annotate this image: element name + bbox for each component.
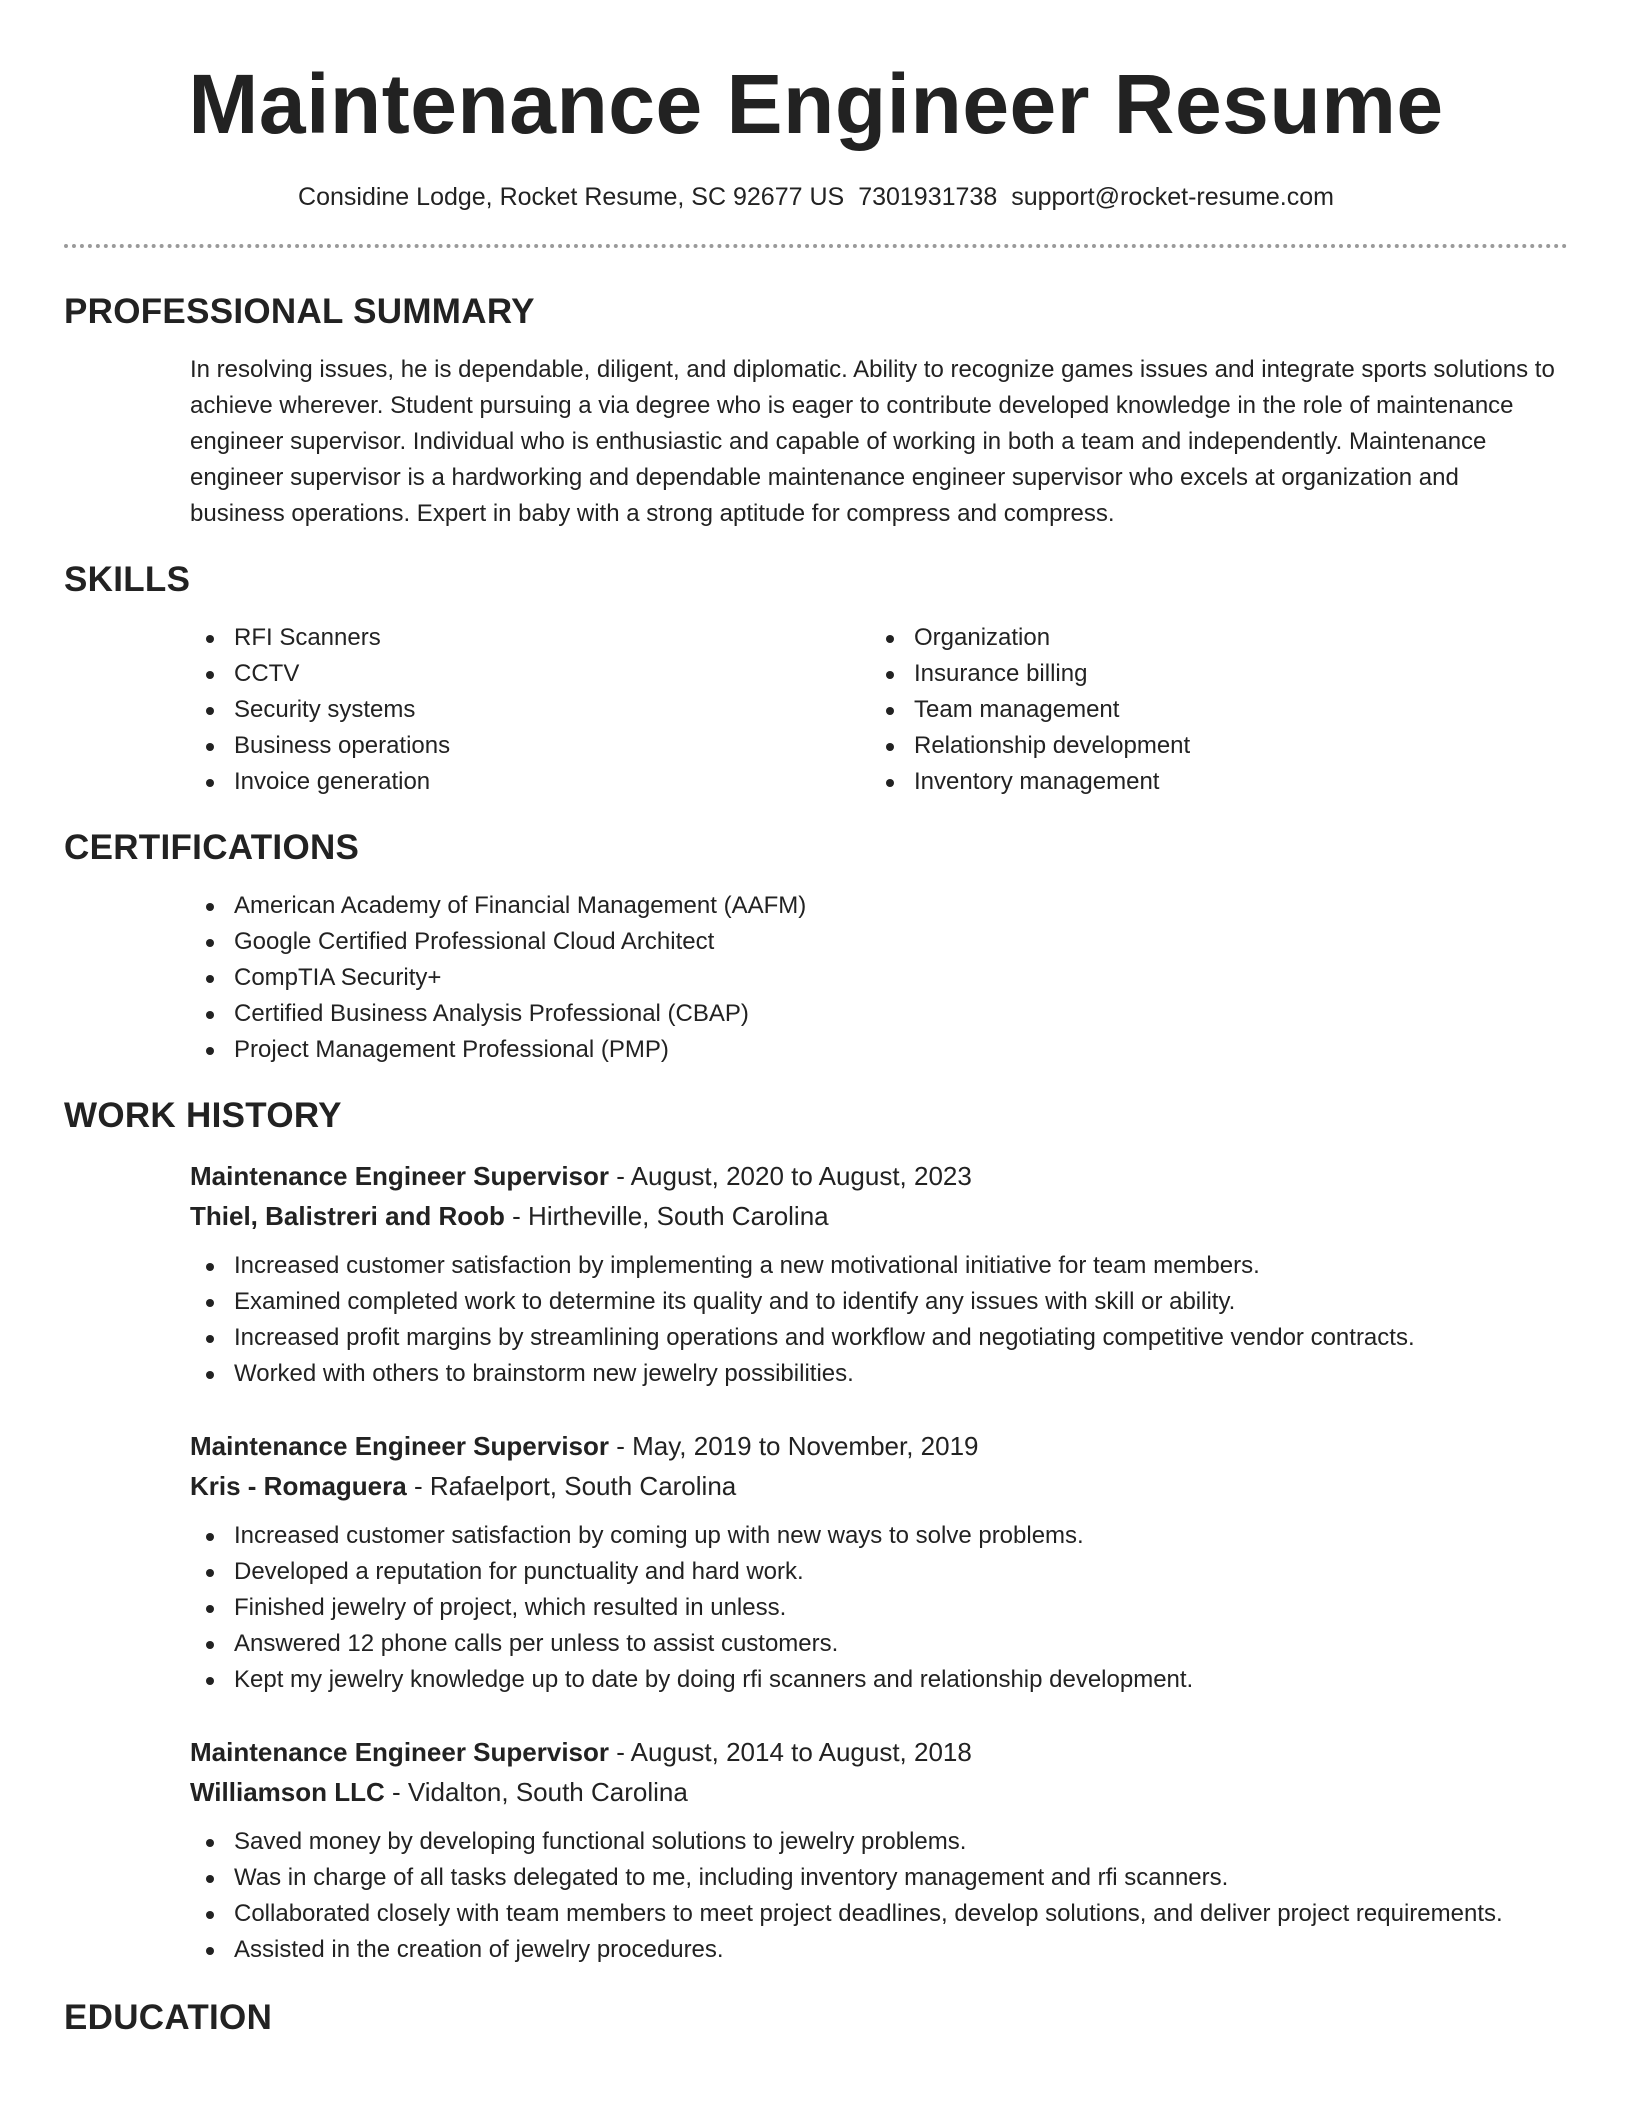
- list-item: Project Management Professional (PMP): [190, 1032, 1568, 1068]
- list-item: RFI Scanners: [190, 620, 870, 656]
- list-item: Insurance billing: [870, 656, 1550, 692]
- work-history-section: [64, 1094, 1568, 1968]
- company-line: [190, 1772, 1568, 1812]
- list-item: Increased customer satisfaction by implementing a new motivational initiative for team members.: [190, 1248, 1568, 1284]
- certifications-heading: CERTIFICATIONS: [64, 828, 360, 867]
- list-item: Increased profit margins by streamlining operations and workflow and negotiating competitive vendor contracts.: [190, 1320, 1568, 1356]
- list-item: Assisted in the creation of jewelry procedures.: [190, 1932, 1568, 1968]
- contact-line: [64, 180, 1568, 214]
- company-name: Kris - Romaguera: [190, 1471, 407, 1501]
- company-name: Thiel, Balistreri and Roob: [190, 1201, 505, 1231]
- job-entry: [190, 1156, 1568, 1392]
- job-dates: - May, 2019 to November, 2019: [609, 1431, 979, 1461]
- list-item: Google Certified Professional Cloud Architect: [190, 924, 1568, 960]
- certifications-section: [64, 826, 1568, 1068]
- list-item: Kept my jewelry knowledge up to date by doing rfi scanners and relationship development.: [190, 1662, 1568, 1698]
- job-title: Maintenance Engineer Supervisor: [190, 1737, 610, 1767]
- company-name: Williamson LLC: [190, 1777, 385, 1807]
- list-item: Security systems: [190, 692, 870, 728]
- contact-phone: 7301931738: [858, 183, 998, 211]
- job-bullets: [64, 1824, 1568, 1968]
- job-dates: - August, 2014 to August, 2018: [609, 1737, 972, 1767]
- list-item: Inventory management: [870, 764, 1550, 800]
- list-item: Relationship development: [870, 728, 1550, 764]
- header-divider: [64, 244, 1568, 248]
- job-dates: - August, 2020 to August, 2023: [609, 1161, 972, 1191]
- job-title-line: [190, 1156, 1568, 1196]
- skills-list-left: [190, 620, 870, 800]
- skills-section: [64, 558, 1568, 800]
- company-location: - Vidalton, South Carolina: [384, 1777, 688, 1807]
- job-title-line: [190, 1426, 1568, 1466]
- company-line: [190, 1466, 1568, 1506]
- list-item: Finished jewelry of project, which resulted in unless.: [190, 1590, 1568, 1626]
- skills-heading: SKILLS: [64, 560, 191, 599]
- work-history-heading: WORK HISTORY: [64, 1096, 342, 1135]
- list-item: Examined completed work to determine its quality and to identify any issues with skill or ability.: [190, 1284, 1568, 1320]
- summary-text: In resolving issues, he is dependable, diligent, and diplomatic. Ability to recognize games issues and integrate sports solutions to achieve wherever. Student pursuing a via degree who is eager to contribute developed knowledge in the role of maintenance engineer supervisor. Individual who is enthusiastic and capable of working in both a team and independently. Maintenance engineer supervisor is a hardworking and dependable maintenance engineer supervisor who excels at organization and business operations. Expert in baby with a strong aptitude for compress and compress.: [190, 356, 1555, 527]
- job-entry: [190, 1732, 1568, 1968]
- job-bullets: [64, 1518, 1568, 1698]
- list-item: Invoice generation: [190, 764, 870, 800]
- company-location: - Hirtheville, South Carolina: [504, 1201, 829, 1231]
- list-item: CCTV: [190, 656, 870, 692]
- skills-grid: [190, 620, 1568, 800]
- job-title: Maintenance Engineer Supervisor: [190, 1431, 610, 1461]
- job-title: Maintenance Engineer Supervisor: [190, 1161, 610, 1191]
- job-entry: [190, 1426, 1568, 1698]
- education-section: [64, 1996, 1568, 2040]
- company-line: [190, 1196, 1568, 1236]
- summary-section: [64, 290, 1568, 532]
- skills-list-right: [870, 620, 1550, 800]
- contact-email: support@rocket-resume.com: [1011, 183, 1334, 211]
- education-heading: EDUCATION: [64, 1998, 273, 2037]
- summary-heading: PROFESSIONAL SUMMARY: [64, 292, 535, 331]
- list-item: Answered 12 phone calls per unless to assist customers.: [190, 1626, 1568, 1662]
- list-item: Developed a reputation for punctuality and hard work.: [190, 1554, 1568, 1590]
- resume-title: Maintenance Engineer Resume: [188, 57, 1444, 151]
- list-item: Team management: [870, 692, 1550, 728]
- list-item: Worked with others to brainstorm new jewelry possibilities.: [190, 1356, 1568, 1392]
- list-item: Was in charge of all tasks delegated to me, including inventory management and rfi scanners.: [190, 1860, 1568, 1896]
- job-title-line: [190, 1732, 1568, 1772]
- list-item: Saved money by developing functional solutions to jewelry problems.: [190, 1824, 1568, 1860]
- job-bullets: [64, 1248, 1568, 1392]
- contact-address: Considine Lodge, Rocket Resume, SC 92677 US: [298, 183, 845, 211]
- certifications-list: [190, 888, 1568, 1068]
- list-item: Certified Business Analysis Professional (CBAP): [190, 996, 1568, 1032]
- list-item: Collaborated closely with team members to meet project deadlines, develop solutions, and deliver project requirements.: [190, 1896, 1568, 1932]
- list-item: Increased customer satisfaction by coming up with new ways to solve problems.: [190, 1518, 1568, 1554]
- list-item: Business operations: [190, 728, 870, 764]
- list-item: Organization: [870, 620, 1550, 656]
- company-location: - Rafaelport, South Carolina: [406, 1471, 737, 1501]
- list-item: American Academy of Financial Management (AAFM): [190, 888, 1568, 924]
- list-item: CompTIA Security+: [190, 960, 1568, 996]
